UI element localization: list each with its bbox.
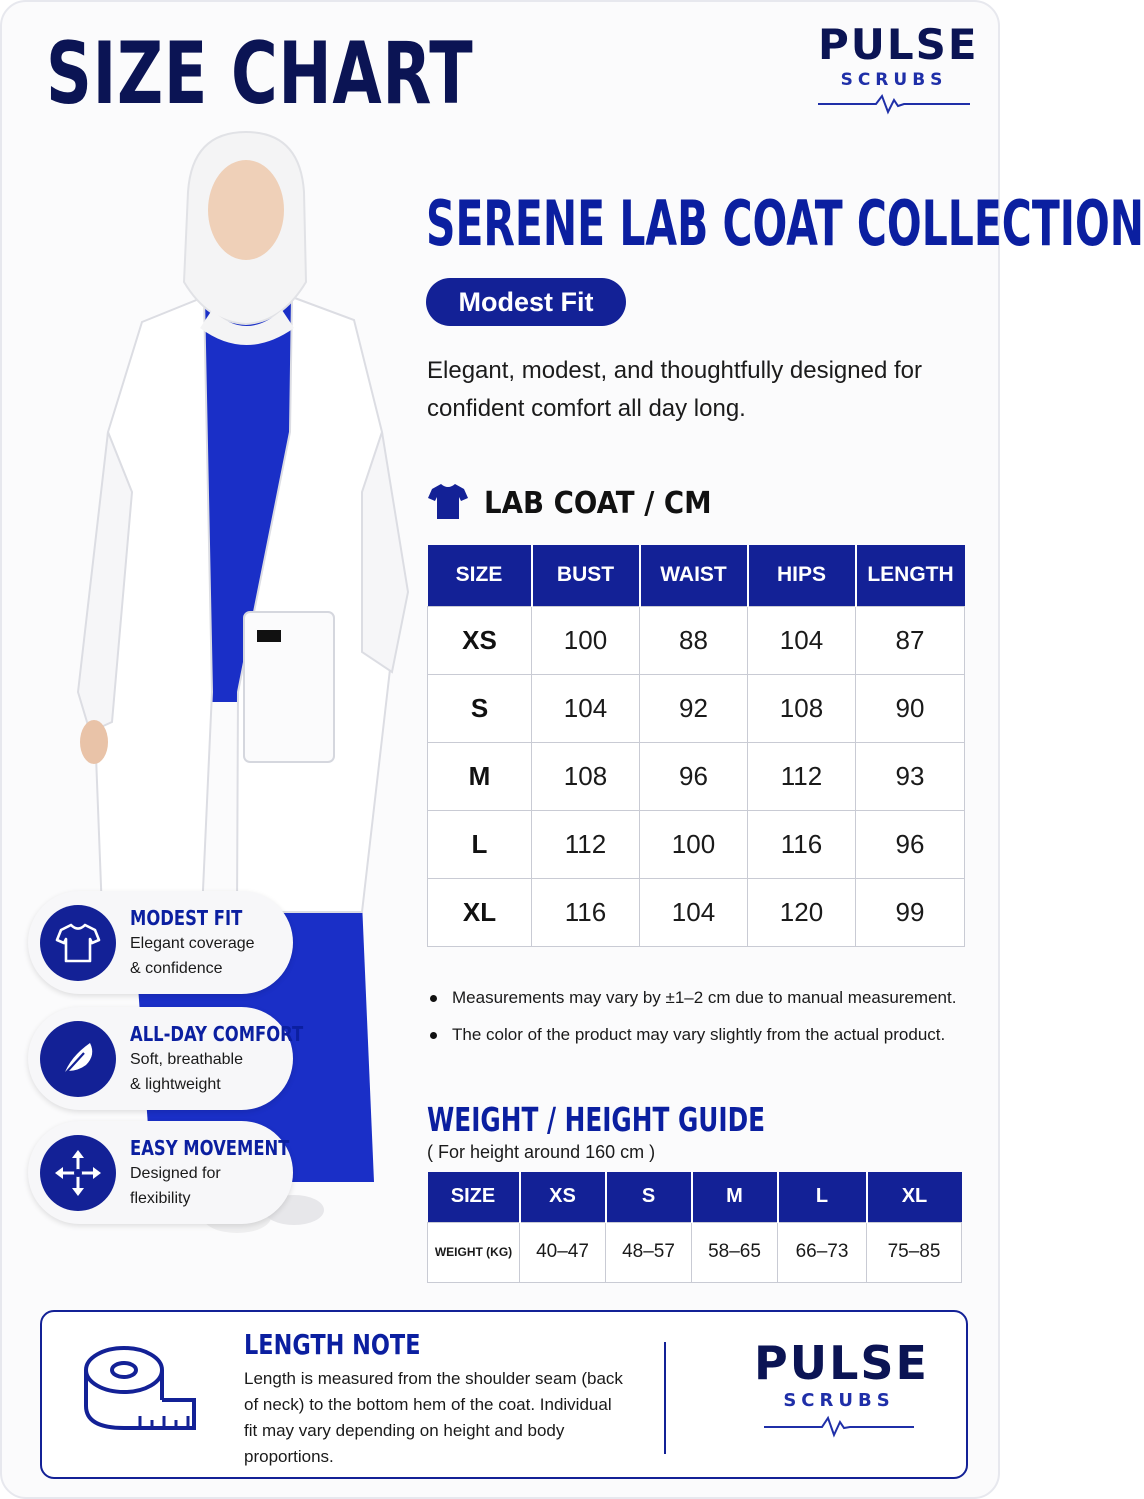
column-header: HIPS: [748, 545, 856, 606]
collection-description: Elegant, modest, and thoughtfully designed for confident comfort all day long.: [427, 357, 922, 422]
table-cell: 93: [856, 742, 965, 810]
column-header: BUST: [532, 545, 640, 606]
table-header-row: [428, 1172, 962, 1222]
table-cell: 104: [532, 674, 640, 742]
table-cell: 90: [856, 674, 965, 742]
fit-badge: Modest Fit: [426, 278, 626, 326]
table-cell: 104: [748, 606, 856, 674]
table-row: [428, 878, 965, 946]
tshirt-icon: [428, 482, 468, 525]
feature-line: Soft, breathable: [130, 1050, 243, 1068]
length-note-title: LENGTH NOTE: [244, 1328, 421, 1361]
length-note-box: [40, 1310, 968, 1479]
column-header: XL: [867, 1172, 962, 1222]
table-header-row: [428, 545, 965, 606]
brand-name: PULSE: [754, 1336, 929, 1390]
size-cell: L: [428, 810, 532, 878]
lab-coat-heading: [428, 482, 731, 525]
weight-guide-subtitle: ( For height around 160 cm ): [427, 1142, 656, 1162]
size-cell: XL: [428, 878, 532, 946]
size-cell: M: [428, 742, 532, 810]
brand-sub: SCRUBS: [840, 70, 948, 90]
table-row: [428, 606, 965, 674]
table-cell: 116: [532, 878, 640, 946]
page-title: SIZE CHART: [46, 24, 474, 124]
divider: [664, 1342, 666, 1454]
table-cell: 88: [640, 606, 748, 674]
heartbeat-icon: [818, 92, 970, 114]
feature-title: EASY MOVEMENT: [130, 1135, 290, 1160]
column-header: WAIST: [640, 545, 748, 606]
brand-name: PULSE: [818, 20, 979, 69]
feature-line: & confidence: [130, 959, 223, 977]
brand-logo-bottom: [754, 1336, 929, 1437]
table-cell: 48–57: [606, 1222, 692, 1282]
table-cell: 87: [856, 606, 965, 674]
table-row: [428, 810, 965, 878]
feature-card-modest-fit: [28, 891, 293, 994]
weight-guide-table: [427, 1172, 962, 1283]
feature-line: Designed for: [130, 1164, 221, 1182]
table-row: [428, 674, 965, 742]
table-cell: 66–73: [778, 1222, 867, 1282]
note-item: Measurements may vary by ±1–2 cm due to manual measurement.: [430, 986, 956, 1023]
feature-line: & lightweight: [130, 1075, 221, 1093]
collection-title: SERENE LAB COAT COLLECTION: [426, 187, 1144, 260]
column-header: L: [778, 1172, 867, 1222]
table-cell: 108: [748, 674, 856, 742]
table-cell: 40–47: [520, 1222, 606, 1282]
column-header: S: [606, 1172, 692, 1222]
table-cell: 116: [748, 810, 856, 878]
feature-card-all-day-comfort: [28, 1007, 304, 1110]
row-label: WEIGHT (KG): [428, 1222, 520, 1282]
length-note-text: Length is measured from the shoulder seam (back of neck) to the bottom hem of the coat. Individual fit may vary depending on height and body proportions.: [244, 1369, 623, 1466]
table-cell: 104: [640, 878, 748, 946]
table-cell: 96: [640, 742, 748, 810]
table-cell: 92: [640, 674, 748, 742]
column-header: XS: [520, 1172, 606, 1222]
lab-coat-size-table: [427, 545, 965, 947]
feature-title: MODEST FIT: [130, 905, 243, 930]
feather-icon: [40, 1021, 116, 1097]
table-cell: 96: [856, 810, 965, 878]
feature-title: ALL-DAY COMFORT: [130, 1021, 304, 1046]
table-cell: 75–85: [867, 1222, 962, 1282]
note-item: The color of the product may vary slightly from the actual product.: [430, 1023, 956, 1060]
table-cell: 120: [748, 878, 856, 946]
table-cell: 112: [532, 810, 640, 878]
size-cell: XS: [428, 606, 532, 674]
table-cell: 58–65: [692, 1222, 778, 1282]
measuring-tape-icon: [82, 1344, 198, 1453]
weight-guide-title: WEIGHT / HEIGHT GUIDE: [427, 1100, 766, 1139]
column-header: SIZE: [428, 1172, 520, 1222]
feature-line: flexibility: [130, 1189, 191, 1207]
column-header: M: [692, 1172, 778, 1222]
move-arrows-icon: [40, 1135, 116, 1211]
shirt-icon: [40, 905, 116, 981]
table-cell: 100: [640, 810, 748, 878]
brand-logo-top: [818, 20, 979, 114]
lab-coat-heading-text: LAB COAT / CM: [484, 486, 712, 521]
feature-card-easy-movement: [28, 1121, 293, 1224]
column-header: LENGTH: [856, 545, 965, 606]
table-cell: 100: [532, 606, 640, 674]
measurement-notes: [430, 986, 956, 1060]
table-cell: 99: [856, 878, 965, 946]
table-row: [428, 1222, 962, 1282]
heartbeat-icon: [754, 1413, 924, 1437]
table-cell: 112: [748, 742, 856, 810]
table-row: [428, 742, 965, 810]
feature-line: Elegant coverage: [130, 934, 255, 952]
size-cell: S: [428, 674, 532, 742]
column-header: SIZE: [428, 545, 532, 606]
brand-sub: SCRUBS: [783, 1390, 895, 1411]
table-cell: 108: [532, 742, 640, 810]
